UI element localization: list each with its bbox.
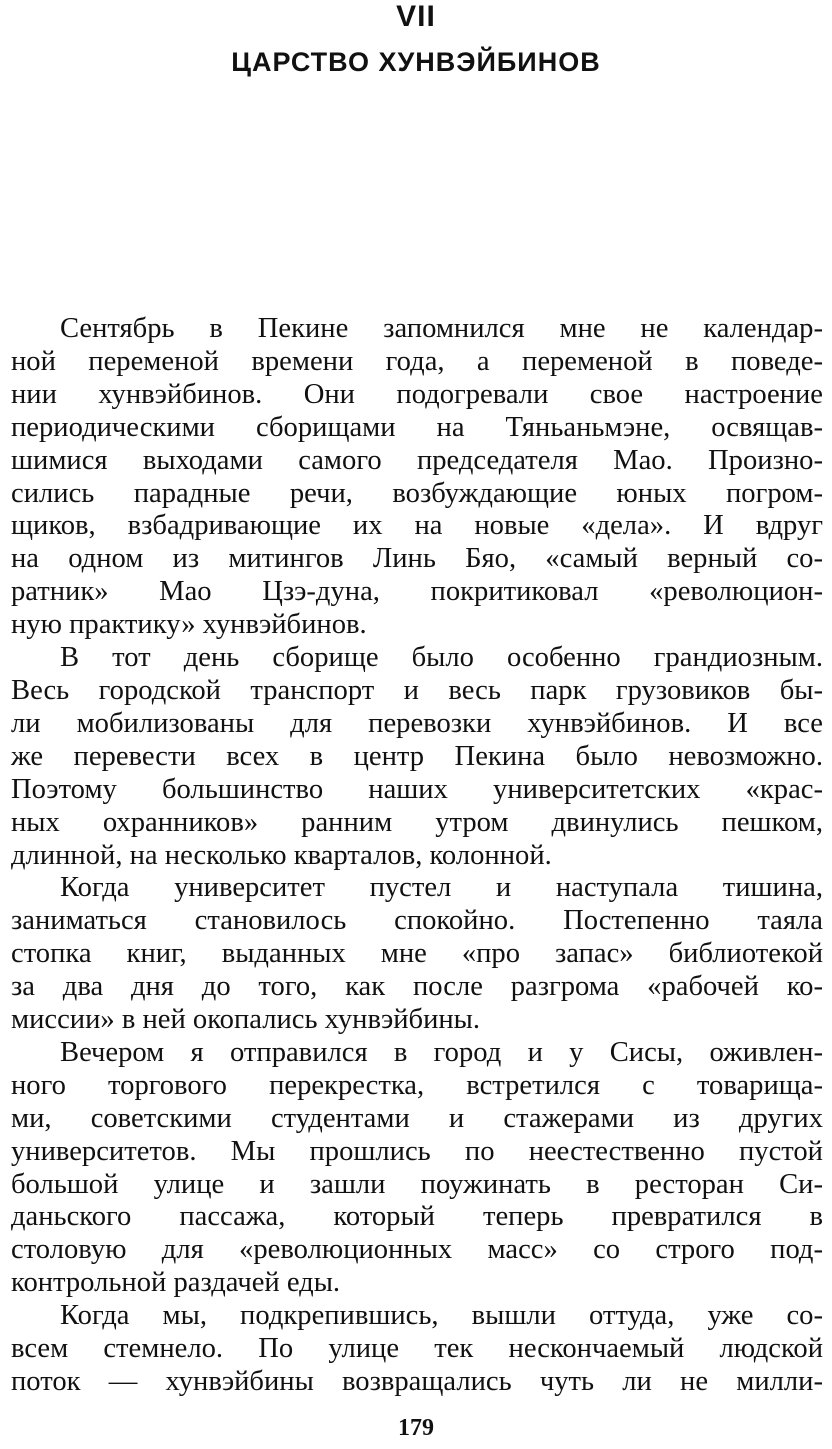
text-line: миссии» в ней окопались хунвэйбины.: [11, 1004, 481, 1036]
paragraph-1: [11, 313, 823, 642]
text-line: даньского пассажа, который теперь превратился в: [11, 1201, 823, 1233]
chapter-number: VII: [396, 0, 436, 33]
text-line: длинной, на несколько кварталов, колонной.: [11, 839, 552, 871]
text-line: Когда мы, подкрепившись, вышли оттуда, уже со-: [60, 1300, 823, 1332]
text-line: заниматься становилось спокойно. Постепенно таяла: [11, 905, 823, 937]
text-line: столовую для «революционных масс» со строго под-: [11, 1234, 823, 1266]
paragraph-4: [11, 1037, 823, 1300]
paragraph-5: [11, 1300, 823, 1399]
paragraph-2: [11, 642, 823, 872]
text-line: ной переменой времени года, а переменой в поведе-: [11, 345, 823, 377]
text-line: Весь городской транспорт и весь парк грузовиков бы-: [11, 674, 823, 706]
body-text: [11, 313, 823, 1399]
paragraph-3: [11, 872, 823, 1037]
text-line: Поэтому большинство наших университетских «крас-: [11, 773, 823, 805]
text-line: за два дня до того, как после разгрома «рабочей ко-: [11, 971, 823, 1003]
text-line: ли мобилизованы для перевозки хунвэйбинов. И все: [11, 707, 823, 739]
text-line: ми, советскими студентами и стажерами из других: [11, 1102, 823, 1134]
text-line: щиков, взбадривающие их на новые «дела». И вдруг: [11, 510, 823, 542]
text-line: ного торгового перекрестка, встретился с товарища-: [11, 1069, 823, 1101]
text-line: же перевести всех в центр Пекина было невозможно.: [11, 740, 823, 772]
text-line: ратник» Мао Цзэ-дуна, покритиковал «революцион-: [11, 576, 823, 608]
text-line: нии хунвэйбинов. Они подогревали свое настроение: [11, 378, 823, 410]
text-line: ных охранников» ранним утром двинулись пешком,: [11, 806, 823, 838]
text-line: на одном из митингов Линь Бяо, «самый верный со-: [11, 543, 823, 575]
text-line: шимися выходами самого председателя Мао. Произно-: [11, 444, 823, 476]
text-line: поток — хунвэйбины возвращались чуть ли не милли-: [11, 1366, 823, 1397]
text-line: контрольной раздачей еды.: [11, 1267, 341, 1299]
text-line: Когда университет пустел и наступала тишина,: [60, 872, 823, 904]
chapter-title: ЦАРСТВО ХУНВЭЙБИНОВ: [231, 47, 601, 77]
text-line: Вечером я отправился в город и у Сисы, оживлен-: [60, 1036, 823, 1068]
text-line: ную практику» хунвэйбинов.: [11, 609, 367, 641]
text-line: всем стемнело. По улице тек нескончаемый людской: [11, 1333, 823, 1365]
page-number: 179: [398, 1415, 434, 1441]
text-line: Сентябрь в Пекине запомнился мне не календар-: [60, 313, 823, 344]
text-line: стопка книг, выданных мне «про запас» библиотекой: [11, 938, 823, 970]
text-line: университетов. Мы прошлись по неестественно пустой: [11, 1135, 823, 1167]
text-line: сились парадные речи, возбуждающие юных погром-: [11, 477, 823, 509]
text-line: большой улице и зашли поужинать в ресторан Си-: [11, 1168, 823, 1200]
text-line: В тот день сборище было особенно грандиозным.: [60, 642, 823, 674]
text-line: периодическими сборищами на Тяньаньмэне, освящав-: [11, 411, 823, 443]
